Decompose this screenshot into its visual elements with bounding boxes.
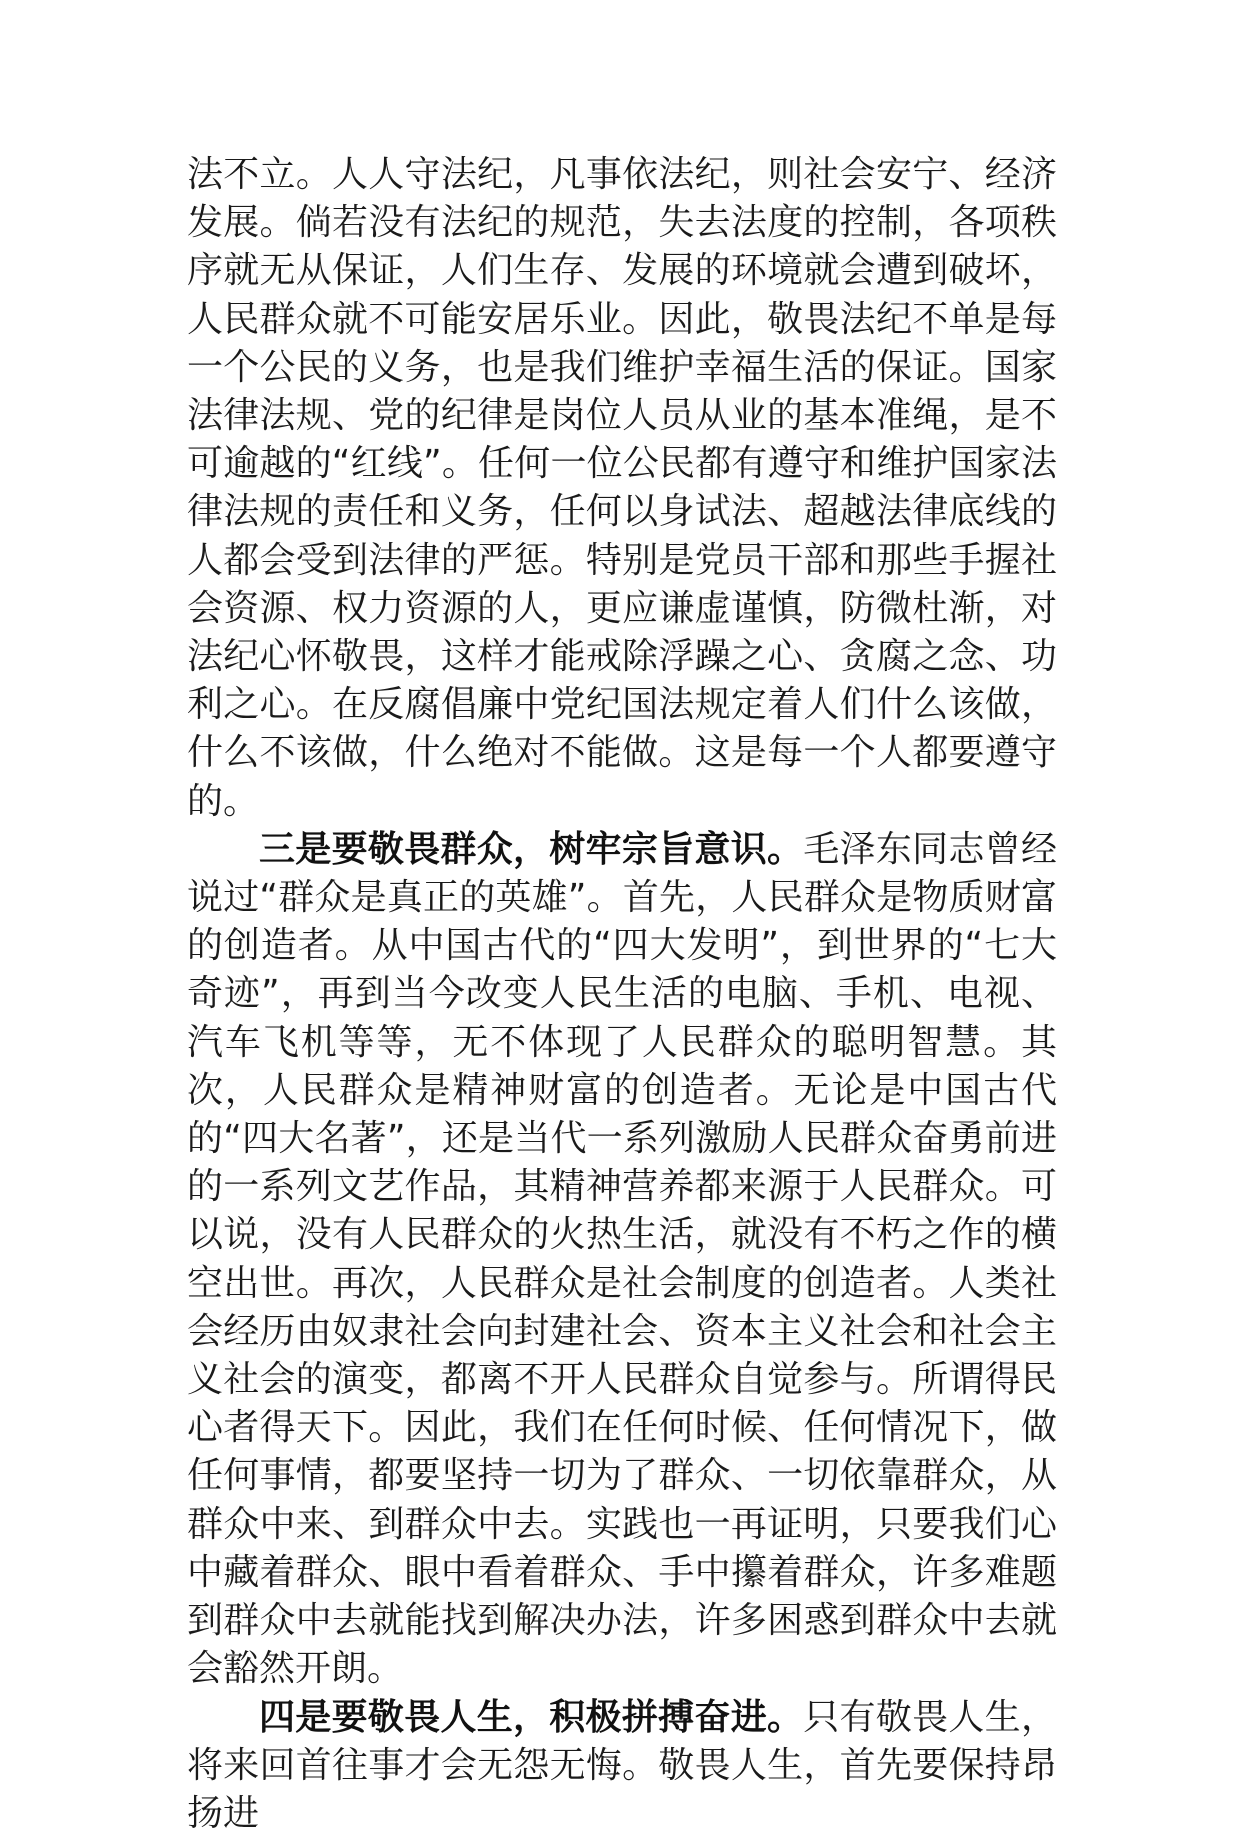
paragraph-text: 毛泽东同志曾经说过“群众是真正的英雄”。首先，人民群众是物质财富的创造者。从中国古代的“四大发明”，到世界的“七大奇迹”，再到当今改变人民生活的电脑、手机、电视、汽车飞机等等，无不体现了人民群众的聪明智慧。其次，人民群众是精神财富的创造者。无论是中国古代的“四大名著”，还是当代一系列激励人民群众奋勇前进的一系列文艺作品，其精神营养都来源于人民群众。可以说，没有人民群众的火热生活，就没有不朽之作的横空出世。再次，人民群众是社会制度的创造者。人类社会经历由奴隶社会向封建社会、资本主义社会和社会主义社会的演变，都离不开人民群众自觉参与。所谓得民心者得天下。因此，我们在任何时候、任何情况下，做任何事情，都要坚持一切为了群众、一切依靠群众，从群众中来、到群众中去。实践也一再证明，只要我们心中藏着群众、眼中看着群众、手中攥着群众，许多难题到群众中去就能找到解决办法，许多困惑到群众中去就会豁然开朗。	[187, 829, 1057, 1689]
paragraph-text: 法不立。人人守法纪，凡事依法纪，则社会安宁、经济发展。倘若没有法纪的规范，失去法度的控制，各项秩序就无从保证，人们生存、发展的环境就会遭到破坏，人民群众就不可能安居乐业。因此，敬畏法纪不单是每一个公民的义务，也是我们维护幸福生活的保证。国家法律法规、党的纪律是岗位人员从业的基本准绳，是不可逾越的“红线”。任何一位公民都有遵守和维护国家法律法规的责任和义务，任何以身试法、超越法律底线的人都会受到法律的严惩。特别是党员干部和那些手握社会资源、权力资源的人，更应谦虚谨慎，防微杜渐，对法纪心怀敬畏，这样才能戒除浮躁之心、贪腐之念、功利之心。在反腐倡廉中党纪国法规定着人们什么该做，什么不该做，什么绝对不能做。这是每一个人都要遵守的。	[187, 154, 1057, 822]
document-body	[187, 151, 1057, 1838]
paragraph-heading: 三是要敬畏群众，树牢宗旨意识。	[259, 829, 803, 870]
paragraph-law-discipline	[187, 151, 1057, 826]
paragraph-text: 只有敬畏人生，将来回首往事才会无怨无悔。敬畏人生，首先要保持昂扬进	[187, 1697, 1057, 1834]
paragraph-respect-life	[187, 1694, 1057, 1838]
paragraph-heading: 四是要敬畏人生，积极拼搏奋进。	[259, 1697, 803, 1738]
paragraph-respect-masses	[187, 826, 1057, 1694]
